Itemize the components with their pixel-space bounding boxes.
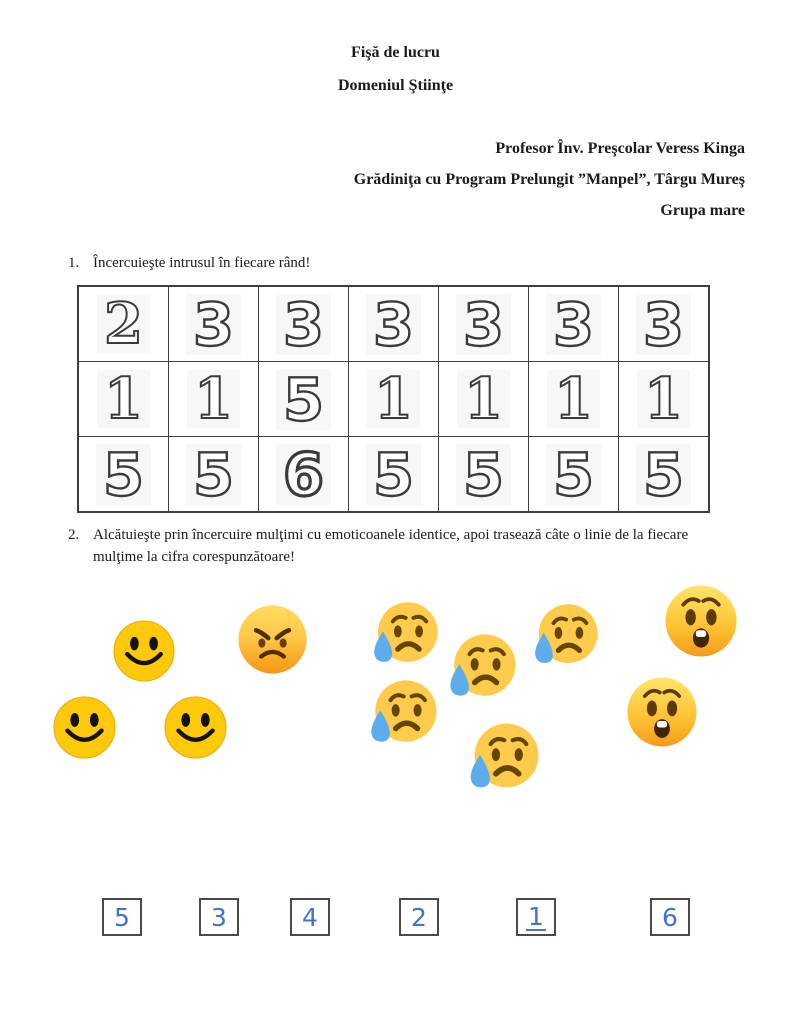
grid-cell: [259, 287, 349, 361]
outline-number-3: 3: [276, 294, 331, 355]
outline-number-3: 3: [546, 294, 601, 355]
number-box-value: 6: [662, 902, 678, 932]
outline-number-1: 1: [97, 370, 150, 428]
outline-number-3: 3: [366, 294, 421, 355]
grid-cell: [169, 437, 259, 511]
outline-number-6: 6: [276, 444, 331, 505]
number-box-3: [199, 898, 239, 936]
grid-cell: [169, 362, 259, 436]
astonished-emoji: [626, 676, 698, 748]
task1-number: 1.: [68, 255, 80, 271]
sad-emoji: [464, 719, 540, 795]
grid-cell: [259, 437, 349, 511]
grid-cell: [529, 287, 619, 361]
task2-instruction: Alcătuieşte prin încercuire mulţimi cu emoticoanele identice, apoi trasează câte o linie de la fiecare mulţime la cifra corespunzătoare!: [93, 527, 689, 565]
outline-number-1: 1: [367, 370, 420, 428]
outline-number-1: 1: [457, 370, 510, 428]
page-title: Fişă de lucru: [351, 44, 440, 61]
grid-cell: [529, 437, 619, 511]
grid-cell: [259, 362, 349, 436]
astonished-emoji: [664, 584, 738, 658]
number-box-5: [102, 898, 142, 936]
number-box-value: 1: [528, 901, 544, 931]
outline-number-2: 2: [97, 295, 150, 353]
grid-cell: [349, 437, 439, 511]
task2-number: 2.: [68, 527, 80, 543]
smiley-emoji: [164, 696, 227, 759]
outline-number-5: 5: [96, 444, 151, 505]
outline-number-3: 3: [186, 294, 241, 355]
outline-number-5: 5: [276, 369, 331, 430]
outline-number-1: 1: [187, 370, 240, 428]
smiley-emoji: [53, 696, 116, 759]
outline-number-3: 3: [456, 294, 511, 355]
task2-row: [68, 524, 738, 568]
grid-cell: [619, 362, 708, 436]
task1-row: [68, 252, 310, 274]
number-box-1: [516, 898, 556, 936]
author-institution: Grădiniţa cu Program Prelungit ”Manpel”, Târgu Mureş: [353, 171, 745, 188]
outline-number-1: 1: [637, 370, 690, 428]
number-box-value: 5: [114, 902, 130, 932]
grid-row: [79, 287, 708, 362]
number-box-6: [650, 898, 690, 936]
number-box-value: 3: [211, 902, 227, 932]
outline-number-3: 3: [636, 294, 691, 355]
number-box-value: 2: [411, 902, 427, 932]
sad-emoji: [529, 600, 599, 670]
grid-cell: [439, 362, 529, 436]
grid-cell: [529, 362, 619, 436]
sad-emoji: [365, 676, 438, 749]
number-box-2: [399, 898, 439, 936]
outline-number-1: 1: [547, 370, 600, 428]
grid-cell: [619, 437, 708, 511]
sad-emoji: [444, 630, 517, 703]
grid-cell: [439, 287, 529, 361]
outline-number-5: 5: [546, 444, 601, 505]
outline-number-5: 5: [186, 444, 241, 505]
grid-cell: [79, 437, 169, 511]
grid-cell: [619, 287, 708, 361]
page-subtitle: Domeniul Ştiinţe: [337, 77, 454, 94]
outline-number-5: 5: [456, 444, 511, 505]
number-box-value: 4: [302, 902, 318, 932]
angry-emoji: [237, 604, 308, 675]
author-name: Profesor Înv. Preşcolar Veress Kinga: [495, 140, 745, 157]
smiley-emoji: [113, 620, 175, 682]
author-block: [354, 133, 745, 226]
grid-cell: [349, 362, 439, 436]
author-group: Grupa mare: [660, 202, 745, 219]
grid-cell: [79, 287, 169, 361]
grid-cell: [79, 362, 169, 436]
task1-instruction: Încercuieşte intrusul în fiecare rând!: [93, 255, 311, 271]
number-grid: [77, 285, 710, 513]
grid-cell: [169, 287, 259, 361]
grid-cell: [439, 437, 529, 511]
grid-row: [79, 362, 708, 437]
grid-cell: [349, 287, 439, 361]
grid-row: [79, 437, 708, 511]
outline-number-5: 5: [636, 444, 691, 505]
outline-number-5: 5: [366, 444, 421, 505]
number-box-4: [290, 898, 330, 936]
sad-emoji: [368, 598, 439, 669]
